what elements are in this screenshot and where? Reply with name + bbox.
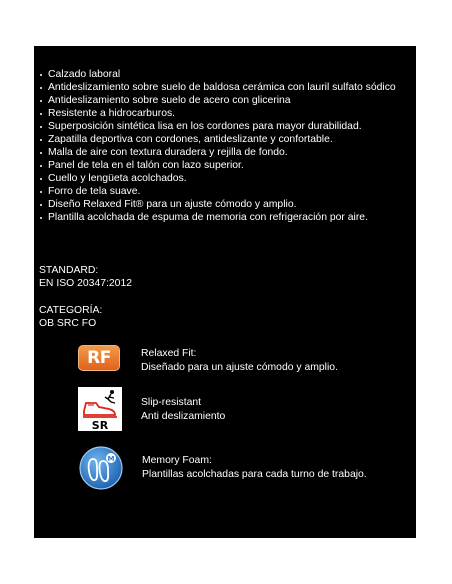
bullet-icon: [40, 113, 42, 115]
standard-label: STANDARD:: [39, 265, 99, 276]
memory-foam-logo: [78, 445, 124, 491]
feature-text: Cuello y lengüeta acolchados.: [48, 173, 187, 184]
slip-resistant-title: Slip-resistant: [141, 397, 202, 408]
category-block: [39, 304, 102, 330]
relaxed-fit-logo: [78, 345, 120, 371]
feature-text: Malla de aire con textura duradera y rejilla de fondo.: [48, 147, 288, 158]
feature-item: [39, 120, 415, 133]
memory-foam-info: [142, 454, 367, 481]
relaxed-fit-title: Relaxed Fit:: [141, 348, 197, 359]
bullet-icon: [40, 139, 42, 141]
feature-text: Diseño Relaxed Fit® para un ajuste cómodo y amplio.: [48, 199, 297, 210]
standard-block: [39, 264, 132, 290]
mf-logo-text: M: [107, 455, 115, 463]
memory-foam-desc: Plantillas acolchadas para cada turno de trabajo.: [142, 468, 367, 480]
feature-item: [39, 133, 415, 146]
bullet-icon: [40, 165, 42, 167]
feature-text: Resistente a hidrocarburos.: [48, 108, 176, 119]
bullet-icon: [40, 74, 42, 76]
bullet-icon: [40, 126, 42, 128]
relaxed-fit-desc: Diseñado para un ajuste cómodo y amplio.: [141, 361, 338, 373]
feature-text: Calzado laboral: [48, 69, 121, 80]
bullet-icon: [40, 87, 42, 89]
bullet-icon: [40, 100, 42, 102]
memory-foam-title: Memory Foam:: [142, 455, 212, 466]
category-value: OB SRC FO: [39, 318, 97, 329]
feature-text: Superposición sintética lisa en los cordones para mayor durabilidad.: [48, 121, 362, 132]
slip-resistant-info: [141, 396, 225, 423]
bullet-icon: [40, 178, 42, 180]
feature-text: Antideslizamiento sobre suelo de acero con glicerina: [48, 95, 291, 106]
feature-text: Panel de tela en el talón con lazo superior.: [48, 160, 244, 171]
sr-logo-text: SR: [91, 419, 109, 431]
feature-text: Forro de tela suave.: [48, 186, 141, 197]
slip-resistant-icon: [78, 387, 122, 431]
slip-resistant-logo: [78, 387, 122, 431]
feature-text: Zapatilla deportiva con cordones, antideslizante y confortable.: [48, 134, 333, 145]
feature-item: [39, 198, 415, 211]
feature-item: [39, 146, 415, 159]
slip-resistant-desc: Anti deslizamiento: [141, 410, 226, 422]
memory-foam-icon: [78, 445, 124, 491]
feature-item: [39, 211, 415, 224]
feature-item: [39, 107, 415, 120]
rf-icon: RF: [78, 345, 120, 371]
relaxed-fit-info: [141, 347, 338, 374]
feature-list: [39, 68, 415, 224]
bullet-icon: [40, 191, 42, 193]
bullet-icon: [40, 204, 42, 206]
feature-text: Antideslizamiento sobre suelo de baldosa cerámica con lauril sulfato sódico: [48, 82, 396, 93]
feature-item: [39, 172, 415, 185]
category-label: CATEGORÍA:: [39, 305, 103, 316]
feature-item: [39, 68, 415, 81]
feature-item: [39, 94, 415, 107]
feature-item: [39, 185, 415, 198]
standard-value: EN ISO 20347:2012: [39, 278, 133, 289]
bullet-icon: [40, 152, 42, 154]
bullet-icon: [40, 217, 42, 219]
feature-item: [39, 159, 415, 172]
product-description-panel: [34, 46, 416, 538]
feature-text: Plantilla acolchada de espuma de memoria con refrigeración por aire.: [48, 212, 368, 223]
feature-item: [39, 81, 415, 94]
